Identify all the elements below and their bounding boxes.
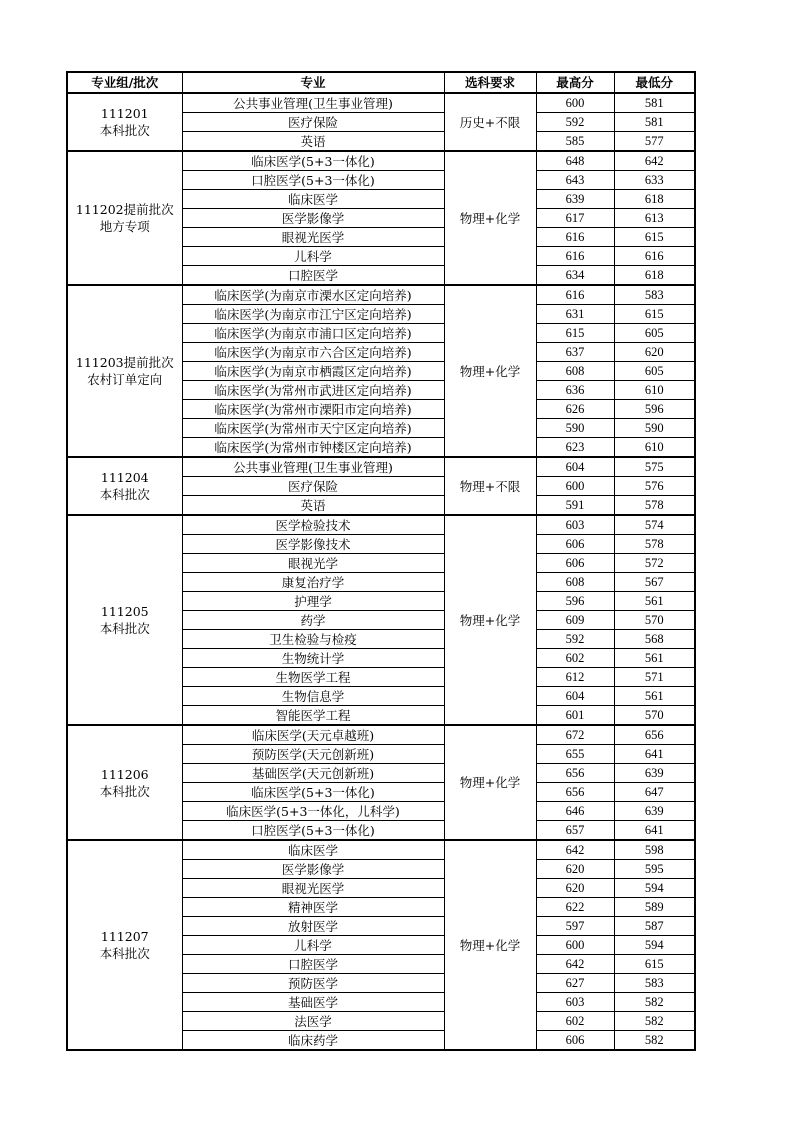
max-score-cell: 609 <box>536 611 614 630</box>
max-score-cell: 592 <box>536 113 614 132</box>
group-batch-line: 111204 <box>100 470 149 485</box>
min-score-cell: 642 <box>614 151 695 171</box>
min-score-cell: 570 <box>614 611 695 630</box>
major-cell: 放射医学 <box>182 917 444 936</box>
min-score-cell: 610 <box>614 438 695 458</box>
min-score-cell: 561 <box>614 687 695 706</box>
header-max-score: 最高分 <box>536 72 614 93</box>
min-score-cell: 595 <box>614 860 695 879</box>
max-score-cell: 600 <box>536 93 614 113</box>
min-score-cell: 620 <box>614 343 695 362</box>
min-score-cell: 576 <box>614 477 695 496</box>
major-cell: 临床医学(为南京市栖霞区定向培养) <box>182 362 444 381</box>
max-score-cell: 608 <box>536 573 614 592</box>
group-batch-cell <box>67 93 182 151</box>
admission-score-table <box>66 71 696 1051</box>
major-cell: 护理学 <box>182 592 444 611</box>
group-batch-cell <box>67 515 182 725</box>
max-score-cell: 620 <box>536 879 614 898</box>
group-section <box>67 457 695 515</box>
table-row <box>67 725 695 745</box>
max-score-cell: 627 <box>536 974 614 993</box>
max-score-cell: 634 <box>536 266 614 286</box>
max-score-cell: 590 <box>536 419 614 438</box>
major-cell: 临床医学(为南京市浦口区定向培养) <box>182 324 444 343</box>
max-score-cell: 655 <box>536 745 614 764</box>
group-batch-line: 本科批次 <box>99 783 150 799</box>
major-cell: 生物医学工程 <box>182 668 444 687</box>
min-score-cell: 581 <box>614 93 695 113</box>
table-row <box>67 151 695 171</box>
max-score-cell: 600 <box>536 936 614 955</box>
min-score-cell: 561 <box>614 649 695 668</box>
min-score-cell: 639 <box>614 764 695 783</box>
group-batch-line: 本科批次 <box>99 487 150 502</box>
group-batch-line: 111206 <box>100 766 149 782</box>
min-score-cell: 570 <box>614 706 695 726</box>
group-batch-line: 111207 <box>100 929 149 944</box>
max-score-cell: 606 <box>536 1031 614 1051</box>
min-score-cell: 618 <box>614 266 695 286</box>
group-batch-cell <box>67 151 182 285</box>
max-score-cell: 656 <box>536 783 614 802</box>
subject-requirement-cell: 历史+不限 <box>444 93 536 151</box>
group-batch-line: 111205 <box>100 604 149 619</box>
major-cell: 英语 <box>182 132 444 152</box>
min-score-cell: 596 <box>614 400 695 419</box>
group-batch-line: 地方专项 <box>99 219 150 234</box>
major-cell: 口腔医学 <box>182 955 444 974</box>
table-row <box>67 840 695 860</box>
major-cell: 卫生检验与检疫 <box>182 630 444 649</box>
major-cell: 生物信息学 <box>182 687 444 706</box>
max-score-cell: 622 <box>536 898 614 917</box>
group-section <box>67 285 695 457</box>
major-cell: 口腔医学(5+3一体化) <box>182 821 444 841</box>
max-score-cell: 603 <box>536 515 614 535</box>
max-score-cell: 608 <box>536 362 614 381</box>
min-score-cell: 574 <box>614 515 695 535</box>
max-score-cell: 639 <box>536 190 614 209</box>
min-score-cell: 656 <box>614 725 695 745</box>
max-score-cell: 620 <box>536 860 614 879</box>
max-score-cell: 616 <box>536 285 614 305</box>
group-batch-cell <box>67 285 182 457</box>
table-header-row <box>67 72 695 93</box>
group-batch-line: 111201 <box>100 106 149 121</box>
min-score-cell: 582 <box>614 1031 695 1051</box>
major-cell: 药学 <box>182 611 444 630</box>
major-cell: 临床医学(5+3一体化，儿科学) <box>182 802 444 821</box>
table-row <box>67 515 695 535</box>
min-score-cell: 605 <box>614 324 695 343</box>
subject-requirement-cell: 物理+化学 <box>444 725 536 840</box>
major-cell: 公共事业管理(卫生事业管理) <box>182 457 444 477</box>
major-cell: 临床医学(5+3一体化) <box>182 151 444 171</box>
max-score-cell: 606 <box>536 535 614 554</box>
min-score-cell: 590 <box>614 419 695 438</box>
min-score-cell: 598 <box>614 840 695 860</box>
major-cell: 公共事业管理(卫生事业管理) <box>182 93 444 113</box>
min-score-cell: 641 <box>614 745 695 764</box>
max-score-cell: 657 <box>536 821 614 841</box>
min-score-cell: 618 <box>614 190 695 209</box>
min-score-cell: 561 <box>614 592 695 611</box>
max-score-cell: 585 <box>536 132 614 152</box>
min-score-cell: 633 <box>614 171 695 190</box>
major-cell: 基础医学(天元创新班) <box>182 764 444 783</box>
min-score-cell: 583 <box>614 974 695 993</box>
max-score-cell: 616 <box>536 247 614 266</box>
major-cell: 预防医学(天元创新班) <box>182 745 444 764</box>
major-cell: 医疗保险 <box>182 477 444 496</box>
major-cell: 康复治疗学 <box>182 573 444 592</box>
group-batch-line: 111202提前批次 <box>75 202 174 217</box>
min-score-cell: 615 <box>614 228 695 247</box>
min-score-cell: 639 <box>614 802 695 821</box>
min-score-cell: 578 <box>614 535 695 554</box>
max-score-cell: 602 <box>536 1012 614 1031</box>
major-cell: 预防医学 <box>182 974 444 993</box>
major-cell: 临床医学(为南京市六合区定向培养) <box>182 343 444 362</box>
max-score-cell: 592 <box>536 630 614 649</box>
major-cell: 临床医学 <box>182 190 444 209</box>
major-cell: 临床医学(为常州市钟楼区定向培养) <box>182 438 444 458</box>
group-section <box>67 515 695 725</box>
group-batch-cell <box>67 725 182 840</box>
max-score-cell: 631 <box>536 305 614 324</box>
group-section <box>67 840 695 1050</box>
subject-requirement-cell: 物理+化学 <box>444 151 536 285</box>
major-cell: 临床医学(为常州市天宁区定向培养) <box>182 419 444 438</box>
max-score-cell: 606 <box>536 554 614 573</box>
major-cell: 口腔医学 <box>182 266 444 286</box>
major-cell: 口腔医学(5+3一体化) <box>182 171 444 190</box>
min-score-cell: 582 <box>614 993 695 1012</box>
min-score-cell: 641 <box>614 821 695 841</box>
major-cell: 眼视光学 <box>182 554 444 573</box>
major-cell: 医疗保险 <box>182 113 444 132</box>
max-score-cell: 602 <box>536 649 614 668</box>
major-cell: 临床医学(为南京市溧水区定向培养) <box>182 285 444 305</box>
group-section <box>67 151 695 285</box>
max-score-cell: 623 <box>536 438 614 458</box>
max-score-cell: 615 <box>536 324 614 343</box>
major-cell: 基础医学 <box>182 993 444 1012</box>
subject-requirement-cell: 物理+化学 <box>444 285 536 457</box>
min-score-cell: 616 <box>614 247 695 266</box>
max-score-cell: 603 <box>536 993 614 1012</box>
major-cell: 眼视光医学 <box>182 228 444 247</box>
max-score-cell: 656 <box>536 764 614 783</box>
max-score-cell: 646 <box>536 802 614 821</box>
min-score-cell: 610 <box>614 381 695 400</box>
min-score-cell: 594 <box>614 936 695 955</box>
major-cell: 医学影像学 <box>182 860 444 879</box>
major-cell: 眼视光医学 <box>182 879 444 898</box>
max-score-cell: 617 <box>536 209 614 228</box>
subject-requirement-cell: 物理+不限 <box>444 457 536 515</box>
major-cell: 医学检验技术 <box>182 515 444 535</box>
min-score-cell: 615 <box>614 305 695 324</box>
major-cell: 临床医学(5+3一体化) <box>182 783 444 802</box>
major-cell: 临床医学(为常州市武进区定向培养) <box>182 381 444 400</box>
max-score-cell: 604 <box>536 687 614 706</box>
min-score-cell: 605 <box>614 362 695 381</box>
group-section <box>67 93 695 151</box>
header-min-score: 最低分 <box>614 72 695 93</box>
min-score-cell: 578 <box>614 496 695 516</box>
group-batch-line: 农村订单定向 <box>87 372 163 387</box>
min-score-cell: 582 <box>614 1012 695 1031</box>
min-score-cell: 594 <box>614 879 695 898</box>
major-cell: 临床医学(天元卓越班) <box>182 725 444 745</box>
min-score-cell: 577 <box>614 132 695 152</box>
max-score-cell: 612 <box>536 668 614 687</box>
group-batch-line: 本科批次 <box>99 621 150 636</box>
group-batch-cell <box>67 457 182 515</box>
major-cell: 临床药学 <box>182 1031 444 1051</box>
max-score-cell: 642 <box>536 840 614 860</box>
major-cell: 儿科学 <box>182 247 444 266</box>
major-cell: 临床医学 <box>182 840 444 860</box>
max-score-cell: 643 <box>536 171 614 190</box>
major-cell: 生物统计学 <box>182 649 444 668</box>
major-cell: 儿科学 <box>182 936 444 955</box>
header-major: 专业 <box>182 72 444 93</box>
max-score-cell: 636 <box>536 381 614 400</box>
min-score-cell: 568 <box>614 630 695 649</box>
header-subject-requirement: 选科要求 <box>444 72 536 93</box>
min-score-cell: 575 <box>614 457 695 477</box>
table-row <box>67 457 695 477</box>
min-score-cell: 589 <box>614 898 695 917</box>
min-score-cell: 647 <box>614 783 695 802</box>
max-score-cell: 648 <box>536 151 614 171</box>
max-score-cell: 637 <box>536 343 614 362</box>
group-section <box>67 725 695 840</box>
min-score-cell: 613 <box>614 209 695 228</box>
min-score-cell: 572 <box>614 554 695 573</box>
min-score-cell: 581 <box>614 113 695 132</box>
min-score-cell: 583 <box>614 285 695 305</box>
major-cell: 医学影像学 <box>182 209 444 228</box>
max-score-cell: 626 <box>536 400 614 419</box>
subject-requirement-cell: 物理+化学 <box>444 840 536 1050</box>
min-score-cell: 615 <box>614 955 695 974</box>
max-score-cell: 596 <box>536 592 614 611</box>
max-score-cell: 597 <box>536 917 614 936</box>
major-cell: 临床医学(为常州市溧阳市定向培养) <box>182 400 444 419</box>
group-batch-line: 本科批次 <box>99 123 150 138</box>
subject-requirement-cell: 物理+化学 <box>444 515 536 725</box>
major-cell: 精神医学 <box>182 898 444 917</box>
table-row <box>67 93 695 113</box>
major-cell: 法医学 <box>182 1012 444 1031</box>
min-score-cell: 571 <box>614 668 695 687</box>
major-cell: 临床医学(为南京市江宁区定向培养) <box>182 305 444 324</box>
group-batch-line: 111203提前批次 <box>75 355 174 370</box>
min-score-cell: 567 <box>614 573 695 592</box>
max-score-cell: 600 <box>536 477 614 496</box>
max-score-cell: 601 <box>536 706 614 726</box>
header-group-batch: 专业组/批次 <box>67 72 182 93</box>
max-score-cell: 591 <box>536 496 614 516</box>
max-score-cell: 642 <box>536 955 614 974</box>
major-cell: 医学影像技术 <box>182 535 444 554</box>
min-score-cell: 587 <box>614 917 695 936</box>
group-batch-cell <box>67 840 182 1050</box>
max-score-cell: 604 <box>536 457 614 477</box>
major-cell: 智能医学工程 <box>182 706 444 726</box>
max-score-cell: 672 <box>536 725 614 745</box>
group-batch-line: 本科批次 <box>99 946 150 961</box>
max-score-cell: 616 <box>536 228 614 247</box>
table-row <box>67 285 695 305</box>
major-cell: 英语 <box>182 496 444 516</box>
